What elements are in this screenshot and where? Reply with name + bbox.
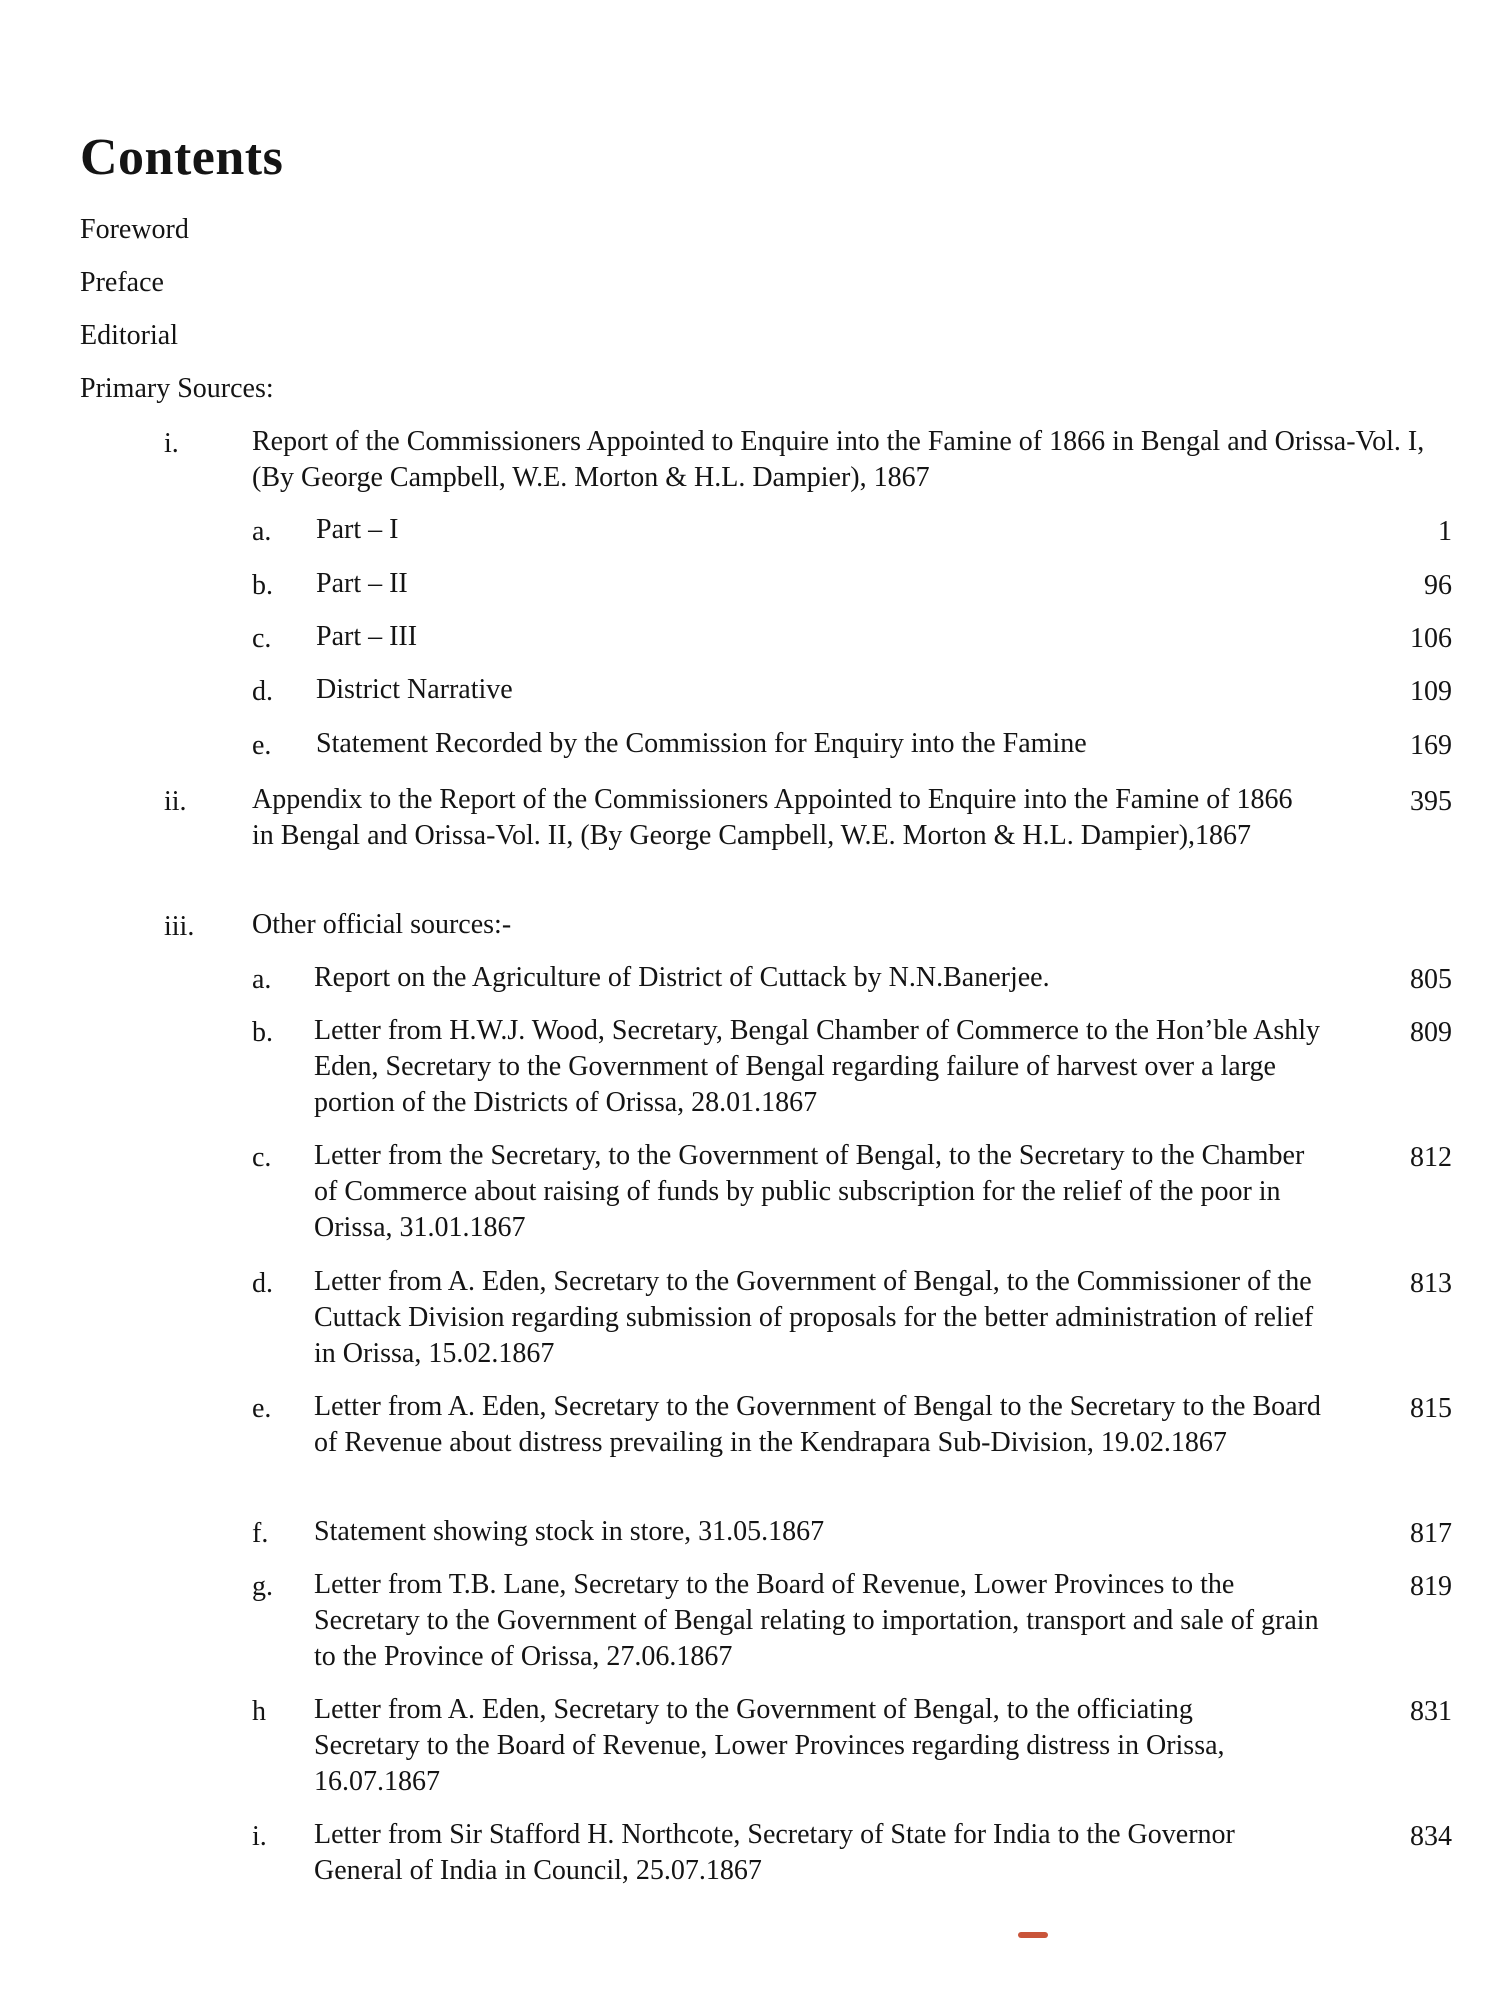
entry-letter: h <box>252 1696 266 1727</box>
entry-text[interactable]: Letter from the Secretary, to the Government of Bengal, to the Secretary to the Chamber of Commerce about raising of funds by public subscription for the relief of the poor in Orissa, 31.01.1867 <box>314 1140 1305 1243</box>
page-number: 815 <box>1410 1393 1452 1424</box>
entry-letter: a. <box>252 964 272 995</box>
toc-entry-preface[interactable]: Preface <box>80 267 164 298</box>
part-title[interactable]: District Narrative <box>316 674 513 705</box>
entry-letter: g. <box>252 1571 273 1602</box>
entry-text[interactable]: Letter from T.B. Lane, Secretary to the Board of Revenue, Lower Provinces to the Secretary to the Government of Bengal relating to importation, transport and sale of grain to the Province of Orissa, 27.06.1867 <box>314 1569 1319 1672</box>
part-title[interactable]: Part – II <box>316 568 408 599</box>
page-number: 106 <box>1410 623 1452 654</box>
section-i-title[interactable]: Report of the Commissioners Appointed to Enquire into the Famine of 1866 in Bengal and Orissa-Vol. I, (By George Campbell, W.E. Morton & H.L. Dampier), 1867 <box>252 426 1425 493</box>
page-number: 812 <box>1410 1142 1452 1173</box>
section-i-numeral: i. <box>164 428 179 459</box>
section-iii-numeral: iii. <box>164 911 195 942</box>
page-number: 809 <box>1410 1017 1452 1048</box>
page-number: 169 <box>1410 730 1452 761</box>
page-title: Contents <box>80 129 284 186</box>
entry-text[interactable]: Letter from H.W.J. Wood, Secretary, Bengal Chamber of Commerce to the Hon’ble Ashly Eden, Secretary to the Government of Bengal regarding failure of harvest over a large portion of the Districts of Orissa, 28.01.1867 <box>314 1015 1321 1118</box>
part-title[interactable]: Statement Recorded by the Commission for Enquiry into the Famine <box>316 728 1087 759</box>
entry-letter: b. <box>252 1017 273 1048</box>
part-letter: c. <box>252 623 272 654</box>
entry-letter: c. <box>252 1142 272 1173</box>
section-ii-numeral: ii. <box>164 786 187 817</box>
section-iii-title[interactable]: Other official sources:- <box>252 909 512 940</box>
section-ii-title[interactable]: Appendix to the Report of the Commissioners Appointed to Enquire into the Famine of 1866 in Bengal and Orissa-Vol. II, (By George Campbell, W.E. Morton & H.L. Dampier),1867 <box>252 784 1293 851</box>
entry-letter: f. <box>252 1518 269 1549</box>
part-title[interactable]: Part – I <box>316 514 399 545</box>
entry-text[interactable]: Letter from Sir Stafford H. Northcote, Secretary of State for India to the Governor General of India in Council, 25.07.1867 <box>314 1819 1235 1886</box>
entry-letter: i. <box>252 1821 267 1852</box>
part-title[interactable]: Part – III <box>316 621 418 652</box>
page-number: 395 <box>1410 786 1452 817</box>
page-number: 109 <box>1410 676 1452 707</box>
page-number: 819 <box>1410 1571 1452 1602</box>
toc-entry-editorial[interactable]: Editorial <box>80 320 178 351</box>
entry-letter: e. <box>252 1393 272 1424</box>
primary-sources-heading: Primary Sources: <box>80 373 274 404</box>
entry-text[interactable]: Letter from A. Eden, Secretary to the Government of Bengal, to the Commissioner of the Cuttack Division regarding submission of proposals for the better administration of relief in Orissa, 15.02.1867 <box>314 1266 1314 1369</box>
page-number: 817 <box>1410 1518 1452 1549</box>
page-number: 813 <box>1410 1268 1452 1299</box>
ink-mark <box>1018 1932 1048 1938</box>
page-number: 831 <box>1410 1696 1452 1727</box>
entry-text[interactable]: Report on the Agriculture of District of Cuttack by N.N.Banerjee. <box>314 962 1050 993</box>
page-number: 805 <box>1410 964 1452 995</box>
toc-entry-foreword[interactable]: Foreword <box>80 214 189 245</box>
entry-letter: d. <box>252 1268 273 1299</box>
part-letter: d. <box>252 676 273 707</box>
page-number: 1 <box>1438 516 1452 547</box>
part-letter: e. <box>252 730 272 761</box>
entry-text[interactable]: Statement showing stock in store, 31.05.1867 <box>314 1516 825 1547</box>
page-number: 834 <box>1410 1821 1452 1852</box>
part-letter: b. <box>252 570 273 601</box>
page-number: 96 <box>1424 570 1452 601</box>
part-letter: a. <box>252 516 272 547</box>
entry-text[interactable]: Letter from A. Eden, Secretary to the Government of Bengal, to the officiating Secretary to the Board of Revenue, Lower Provinces regarding distress in Orissa, 16.07.1867 <box>314 1694 1225 1797</box>
entry-text[interactable]: Letter from A. Eden, Secretary to the Government of Bengal to the Secretary to the Board of Revenue about distress prevailing in the Kendrapara Sub-Division, 19.02.1867 <box>314 1391 1321 1458</box>
